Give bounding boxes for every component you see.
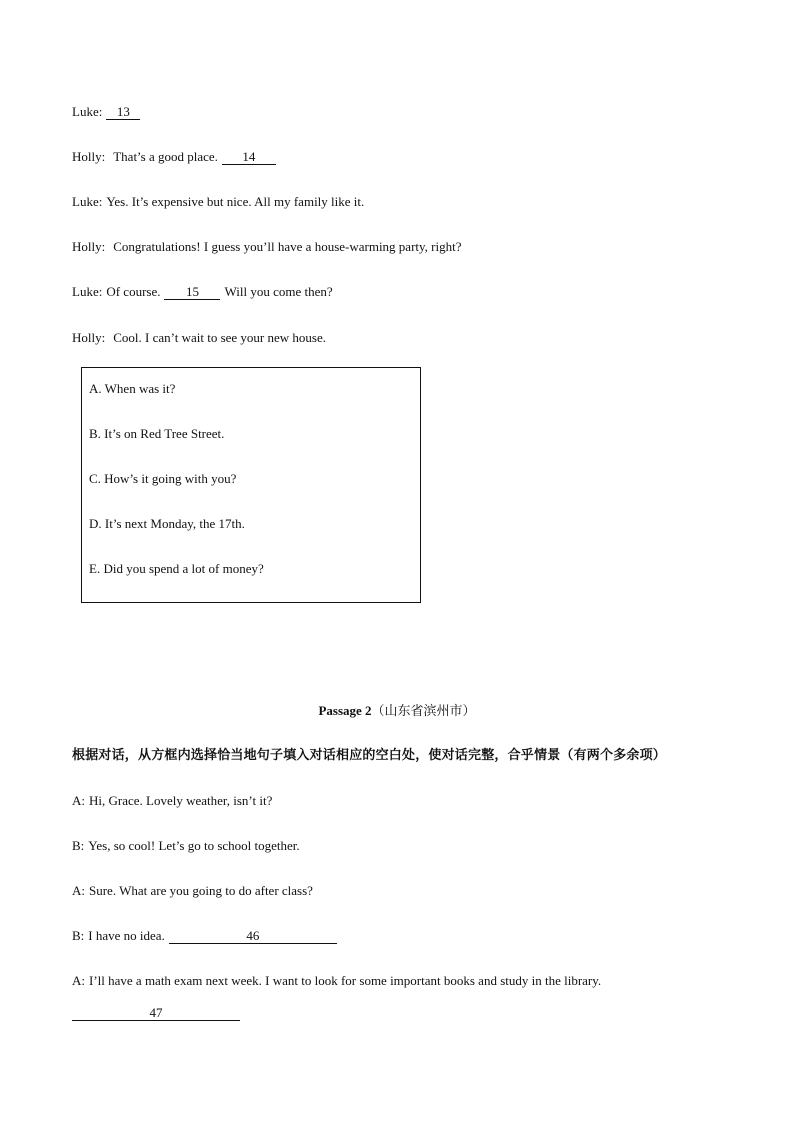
speaker-label: A:: [72, 973, 85, 988]
dialogue-line: [72, 793, 272, 809]
speaker-label: Luke:: [72, 104, 103, 119]
dialogue-line-15: [72, 284, 333, 300]
dialogue-line: [72, 883, 313, 899]
option-d: D. It’s next Monday, the 17th.: [89, 516, 245, 531]
option-c: C. How’s it going with you?: [89, 471, 237, 486]
dialogue-text: Sure. What are you going to do after class?: [89, 883, 313, 898]
dialogue-text: Yes, so cool! Let’s go to school together.: [88, 838, 300, 853]
dialogue-text: I’ll have a math exam next week. I want to look for some important books and study in the library.: [89, 973, 602, 988]
dialogue-line-14: [72, 149, 276, 165]
dialogue-line: [72, 838, 300, 854]
dialogue-line-46: [72, 928, 337, 944]
speaker-label: Holly:: [72, 149, 106, 164]
answer-blank-47[interactable]: 47: [72, 1006, 240, 1021]
speaker-label: A:: [72, 883, 85, 898]
answer-blank-14[interactable]: 14: [222, 150, 276, 165]
dialogue-text: Will you come then?: [224, 284, 333, 299]
passage-title: Passage 2: [318, 703, 372, 718]
speaker-label: Holly:: [72, 239, 106, 254]
dialogue-line-47: [72, 1005, 240, 1021]
speaker-label: A:: [72, 793, 85, 808]
speaker-label: Holly:: [72, 330, 106, 345]
option-e: E. Did you spend a lot of money?: [89, 561, 264, 576]
dialogue-line: [72, 194, 364, 210]
option-a: A. When was it?: [89, 381, 176, 396]
passage-source: （山东省滨州市）: [371, 704, 476, 719]
dialogue-text: That’s a good place.: [113, 149, 218, 164]
option-b: B. It’s on Red Tree Street.: [89, 426, 225, 441]
answer-blank-46[interactable]: 46: [169, 929, 337, 944]
dialogue-text: Hi, Grace. Lovely weather, isn’t it?: [89, 793, 273, 808]
dialogue-line: [72, 239, 462, 255]
dialogue-line: [72, 973, 601, 989]
passage-heading: [0, 703, 794, 720]
instruction-text: 根据对话，从方框内选择恰当地句子填入对话相应的空白处，使对话完整，合乎情景（有两个多余项）: [72, 748, 667, 763]
dialogue-text: I have no idea.: [88, 928, 165, 943]
answer-blank-15[interactable]: 15: [164, 285, 220, 300]
dialogue-text: Yes. It’s expensive but nice. All my family like it.: [106, 194, 365, 209]
dialogue-text: Congratulations! I guess you’ll have a house-warming party, right?: [113, 239, 462, 254]
speaker-label: Luke:: [72, 284, 103, 299]
answer-blank-13[interactable]: 13: [106, 105, 140, 120]
speaker-label: B:: [72, 928, 85, 943]
speaker-label: Luke:: [72, 194, 103, 209]
dialogue-line-13: [72, 104, 140, 120]
dialogue-text: Cool. I can’t wait to see your new house.: [113, 330, 327, 345]
dialogue-text: Of course.: [106, 284, 161, 299]
speaker-label: B:: [72, 838, 85, 853]
dialogue-line: [72, 330, 326, 346]
